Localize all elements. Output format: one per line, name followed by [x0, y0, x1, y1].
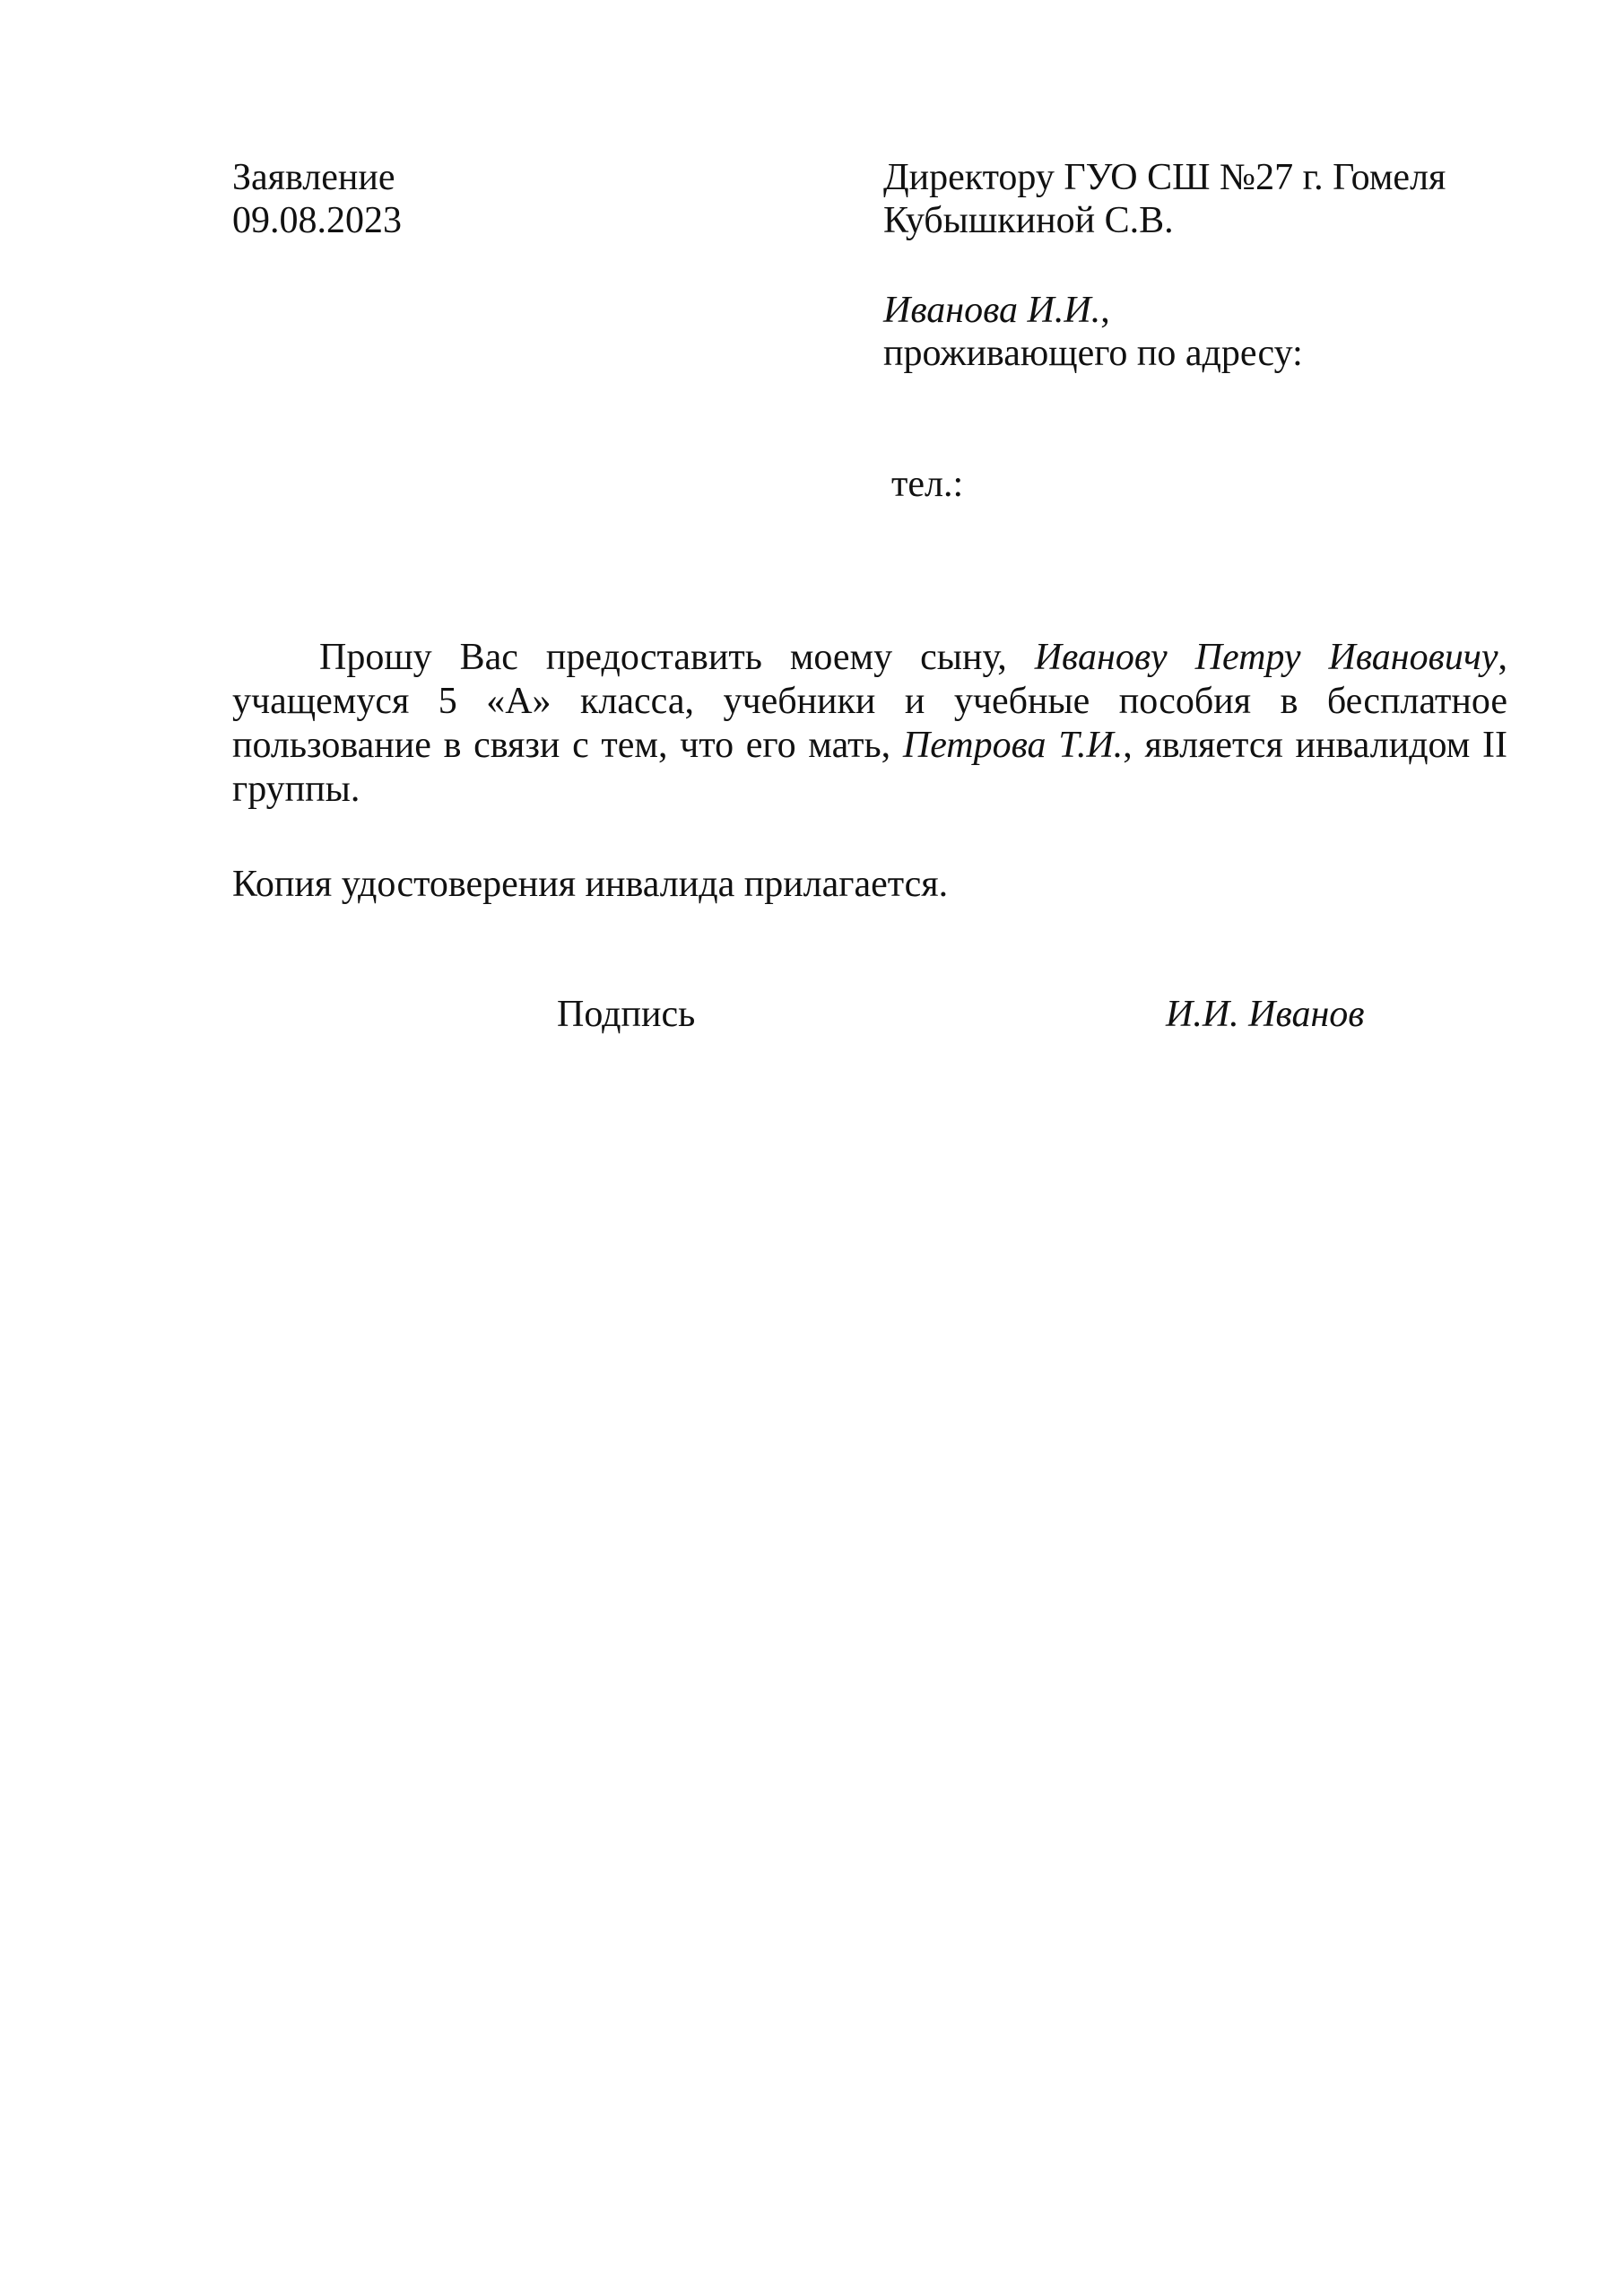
request-text-1: Прошу Вас предоставить моему сыну, — [319, 637, 1035, 678]
request-paragraph — [232, 636, 1507, 812]
mother-name: Петрова Т.И. — [902, 725, 1124, 766]
phone-label: тел.: — [891, 464, 964, 505]
request-text-3: , является инвалидом II группы. — [232, 725, 1507, 810]
document-type: Заявление — [232, 157, 395, 198]
applicant-name-line — [883, 289, 1110, 332]
student-name: Иванову Петру Ивановичу — [1034, 637, 1498, 678]
document-date: 09.08.2023 — [232, 200, 402, 241]
attachment-note: Копия удостоверения инвалида прилагается. — [232, 864, 949, 905]
request-text-2: , учащемуся 5 «А» класса, учебники и учебные пособия в бесплатное пользование в связи с тем, что его мать, — [232, 637, 1508, 766]
recipient-name: Кубышкиной С.В. — [883, 200, 1174, 241]
recipient-title: Директору ГУО СШ №27 г. Гомеля — [883, 157, 1446, 198]
applicant-name: Иванова И.И. — [883, 290, 1101, 331]
signature-label: Подпись — [557, 994, 696, 1035]
applicant-name-comma: , — [1100, 290, 1110, 331]
signature-name: И.И. Иванов — [1166, 994, 1365, 1035]
residence-label: проживающего по адресу: — [883, 333, 1303, 374]
